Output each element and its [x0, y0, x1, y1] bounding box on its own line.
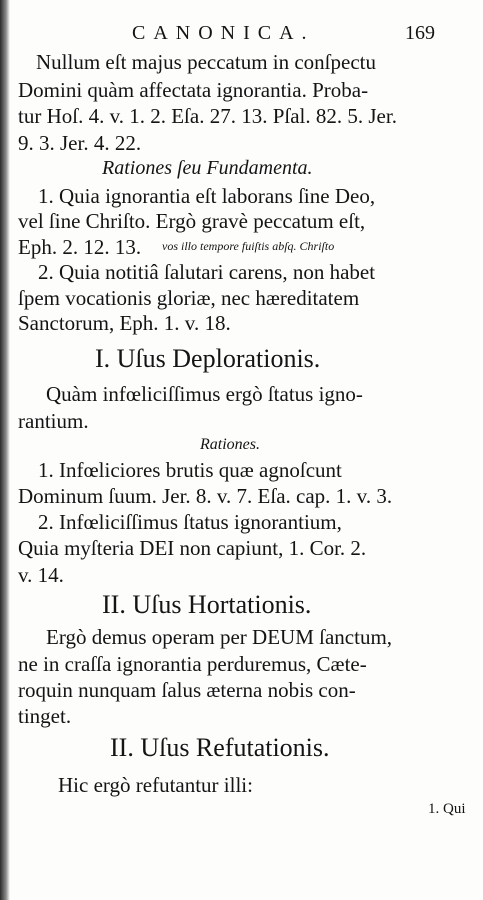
section-heading-refutationis: II. Uſus Refutationis. — [110, 733, 330, 762]
section-heading-deplorationis: I. Uſus Deplorationis. — [95, 344, 321, 373]
page-number: 169 — [405, 22, 435, 44]
usus-line: tinget. — [18, 704, 72, 728]
rationes-subheading: Rationes. — [200, 436, 260, 453]
page-gutter-shadow — [0, 0, 10, 900]
catchword: 1. Qui — [428, 801, 466, 817]
rationes-line: ſpem vocationis gloriæ, nec hæreditatem — [18, 286, 360, 310]
usus-line: 1. Infœliciores brutis quæ agnoſcunt — [38, 458, 342, 482]
usus-line: Quia myſteria DEI non capiunt, 1. Cor. 2. — [18, 536, 367, 560]
usus-line: v. 14. — [18, 563, 64, 587]
usus-line: Ergò demus operam per DEUM ſanctum, — [46, 625, 393, 649]
text-line: Nullum eſt majus peccatum in conſpectu — [36, 50, 376, 74]
text-line: tur Hoſ. 4. v. 1. 2. Eſa. 27. 13. Pſal. 82. 5. Jer. — [18, 104, 397, 128]
rationes-line: vel ſine Chriſto. Ergò gravè peccatum eſt, — [18, 209, 366, 233]
usus-line: Quàm infœliciſſimus ergò ſtatus igno- — [46, 382, 363, 406]
rationes-heading: Rationes ſeu Fundamenta. — [102, 157, 313, 179]
usus-line: Dominum ſuum. Jer. 8. v. 7. Eſa. cap. 1. v. 3. — [18, 484, 393, 508]
text-line: 9. 3. Jer. 4. 22. — [18, 131, 142, 155]
usus-line: 2. Infœliciſſimus ſtatus ignorantium, — [38, 510, 342, 534]
rationes-line: Eph. 2. 12. 13. — [18, 235, 142, 259]
rationes-line: Sanctorum, Eph. 1. v. 18. — [18, 311, 231, 335]
usus-line: ne in craſſa ignorantia perduremus, Cæte- — [18, 652, 367, 676]
running-head: CANONICA. — [132, 22, 315, 44]
usus-line: roquin nunquam ſalus æterna nobis con- — [18, 678, 356, 702]
usus-line: rantium. — [18, 409, 89, 433]
section-heading-hortationis: II. Uſus Hortationis. — [102, 590, 312, 619]
rationes-line: 1. Quia ignorantia eſt laborans ſine Deo, — [38, 184, 376, 208]
rationes-line: 2. Quia notitiâ ſalutari carens, non habet — [38, 260, 376, 284]
handwritten-marginal-note: vos illo tempore fuiſtis abſq. Chriſto — [162, 239, 335, 253]
text-line: Domini quàm affectata ignorantia. Proba- — [18, 78, 369, 102]
usus-line: Hic ergò refutantur illi: — [58, 773, 253, 797]
